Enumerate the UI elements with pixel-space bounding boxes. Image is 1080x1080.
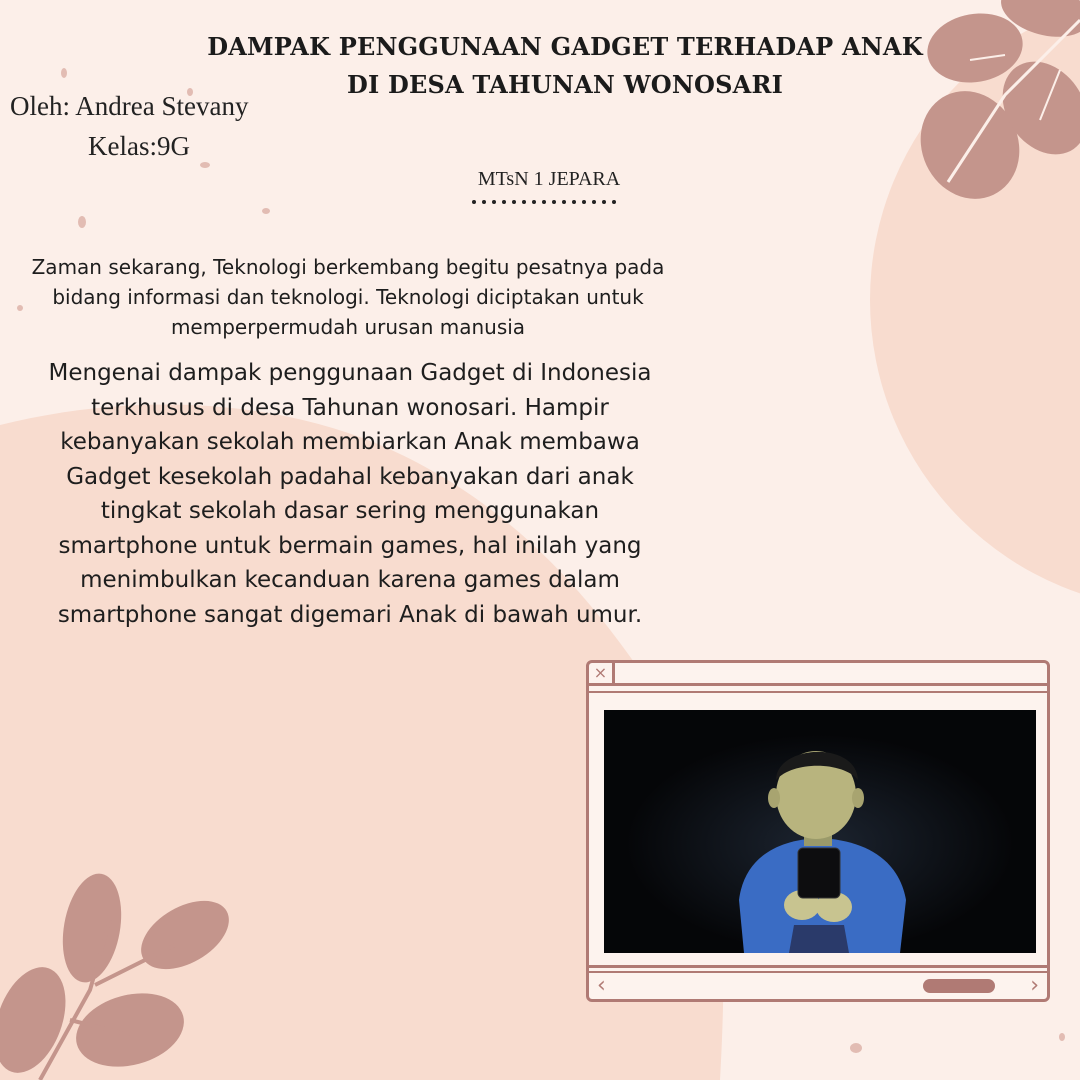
school-name: MTsN 1 JEPARA xyxy=(477,168,621,190)
close-icon[interactable]: × xyxy=(589,663,615,683)
intro-paragraph: Zaman sekarang, Teknologi berkembang begitu pesatnya pada bidang informasi dan teknologi. Teknologi diciptakan untuk memperpermudah urusan manusia xyxy=(31,255,665,339)
photo-illustration xyxy=(604,710,1036,953)
status-bar-line xyxy=(589,971,1047,973)
title-line-1: DAMPAK PENGGUNAAN GADGET TERHADAP ANAK xyxy=(207,32,923,61)
chevron-left-icon[interactable]: ‹ xyxy=(597,973,606,998)
status-bar-line xyxy=(589,965,1047,968)
page-title xyxy=(160,28,970,104)
title-line-2: DI DESA TAHUNAN WONOSARI xyxy=(346,70,784,99)
dotted-divider xyxy=(470,196,620,208)
chevron-right-icon[interactable]: › xyxy=(1030,973,1039,998)
author-name: Oleh: Andrea Stevany xyxy=(10,91,249,121)
browser-window-frame xyxy=(586,660,1050,1002)
author-block xyxy=(10,86,248,166)
scrollbar-thumb[interactable] xyxy=(923,979,995,993)
title-bar-line xyxy=(589,683,1047,686)
author-class: Kelas:9G xyxy=(88,131,190,161)
photo-child-with-smartphone xyxy=(604,710,1036,953)
title-bar-line xyxy=(589,691,1047,693)
body-paragraph: Mengenai dampak penggunaan Gadget di Indonesia terkhusus di desa Tahunan wonosari. Hampir kebanyakan sekolah membiarkan Anak membawa Gadget kesekolah padahal kebanyakan dari anak tingkat sekolah dasar sering menggunakan smartphone untuk bermain games, hal inilah yang menimbulkan kecanduan karena games dalam smartphone sangat digemari Anak di bawah umur. xyxy=(48,360,652,628)
